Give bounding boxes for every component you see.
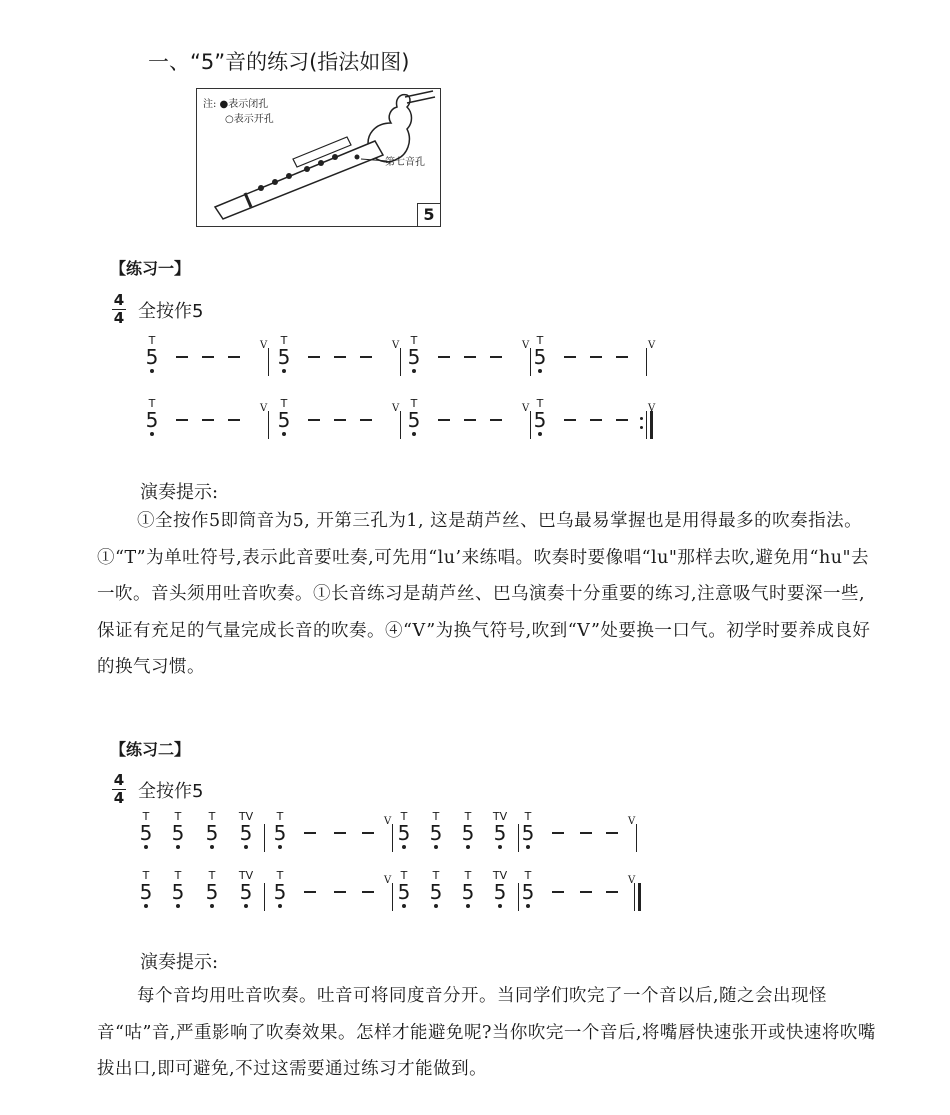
breath-mark: V: [392, 340, 400, 351]
articulation-mark: T: [410, 397, 418, 410]
breath-mark: V: [260, 340, 268, 351]
exercise1-heading: 【练习一】: [110, 259, 191, 278]
articulation-mark: TV: [492, 869, 508, 882]
low-octave-dot: [538, 369, 542, 373]
sustain-dash: [464, 356, 476, 358]
barline: [264, 824, 265, 852]
breath-mark: V: [628, 816, 636, 827]
note-digit: 5: [533, 408, 547, 432]
note: [272, 810, 288, 849]
sustain-dash: [564, 419, 576, 421]
hole-label: 第七音孔: [385, 157, 425, 168]
legend-open: ○表示开孔: [225, 114, 274, 125]
low-octave-dot: [412, 369, 416, 373]
meter-top: 4: [113, 771, 125, 789]
sustain-dash: [606, 832, 618, 834]
note: [460, 810, 476, 849]
breath-mark: V: [384, 875, 392, 886]
exercise1-staff-line1: [140, 334, 680, 384]
barline: [646, 348, 647, 376]
breath-mark: V: [392, 403, 400, 414]
note-digit: 5: [277, 408, 291, 432]
note-digit: 5: [273, 821, 287, 845]
sustain-dash: [590, 419, 602, 421]
exercise2-hint-heading: 演奏提示:: [140, 952, 219, 973]
note-digit: 5: [493, 880, 507, 904]
note: [276, 334, 292, 373]
sustain-dash: [552, 891, 564, 893]
sustain-dash: [202, 419, 214, 421]
note-digit: 5: [461, 880, 475, 904]
exercise1-hint-heading: 演奏提示:: [140, 482, 219, 503]
sustain-dash: [606, 891, 618, 893]
sustain-dash: [438, 356, 450, 358]
articulation-mark: T: [464, 869, 472, 882]
key-box: 5: [417, 203, 440, 226]
note-digit: 5: [521, 880, 535, 904]
articulation-mark: T: [276, 810, 284, 823]
note: [532, 334, 548, 373]
articulation-mark: T: [142, 810, 150, 823]
sustain-dash: [564, 356, 576, 358]
note: [204, 869, 220, 908]
exercise2-time-signature: [112, 773, 126, 806]
articulation-mark: TV: [238, 869, 254, 882]
articulation-mark: T: [432, 869, 440, 882]
sustain-dash: [334, 356, 346, 358]
low-octave-dot: [150, 432, 154, 436]
note-digit: 5: [461, 821, 475, 845]
note-digit: 5: [397, 880, 411, 904]
note: [492, 810, 508, 849]
note: [204, 810, 220, 849]
articulation-mark: T: [536, 334, 544, 347]
articulation-mark: T: [410, 334, 418, 347]
barline: [636, 824, 637, 852]
articulation-mark: T: [276, 869, 284, 882]
breath-mark: V: [648, 340, 656, 351]
sustain-dash: [304, 832, 316, 834]
note-digit: 5: [171, 880, 185, 904]
sustain-dash: [228, 419, 240, 421]
note: [238, 810, 254, 849]
breath-mark: V: [260, 403, 268, 414]
note: [428, 869, 444, 908]
exercise2-hint-body: 每个音均用吐音吹奏。吐音可将同度音分开。当同学们吹完了一个音以后,随之会出现怪音“咕”音,严重影响了吹奏效果。怎样才能避免呢?当你吹完一个音后,将嘴唇快速张开或快速将吹嘴拔出口,即可避免,不过这需要通过练习才能做到。: [97, 986, 876, 1079]
section-title: 一、“5”音的练习(指法如图): [148, 50, 410, 74]
note: [238, 869, 254, 908]
sustain-dash: [334, 891, 346, 893]
articulation-mark: T: [208, 869, 216, 882]
low-octave-dot: [210, 904, 214, 908]
low-octave-dot: [282, 369, 286, 373]
note-digit: 5: [273, 880, 287, 904]
articulation-mark: TV: [492, 810, 508, 823]
barline: [400, 348, 401, 376]
articulation-mark: T: [208, 810, 216, 823]
legend-closed: 注: ●表示闭孔: [203, 99, 269, 110]
exercise2-heading: 【练习二】: [110, 740, 191, 759]
note-digit: 5: [397, 821, 411, 845]
articulation-mark: TV: [238, 810, 254, 823]
low-octave-dot: [402, 904, 406, 908]
note-digit: 5: [407, 345, 421, 369]
barline: [634, 883, 635, 911]
low-octave-dot: [176, 904, 180, 908]
note: [492, 869, 508, 908]
low-octave-dot: [282, 432, 286, 436]
low-octave-dot: [434, 845, 438, 849]
barline: [638, 883, 641, 911]
low-octave-dot: [150, 369, 154, 373]
articulation-mark: T: [536, 397, 544, 410]
sustain-dash: [360, 419, 372, 421]
low-octave-dot: [434, 904, 438, 908]
note-digit: 5: [171, 821, 185, 845]
note: [396, 869, 412, 908]
note-digit: 5: [277, 345, 291, 369]
note-digit: 5: [145, 408, 159, 432]
note: [396, 810, 412, 849]
low-octave-dot: [144, 904, 148, 908]
low-octave-dot: [526, 845, 530, 849]
low-octave-dot: [538, 432, 542, 436]
low-octave-dot: [466, 904, 470, 908]
sustain-dash: [616, 356, 628, 358]
barline: [518, 883, 519, 911]
sustain-dash: [202, 356, 214, 358]
articulation-mark: T: [174, 869, 182, 882]
low-octave-dot: [244, 904, 248, 908]
articulation-mark: T: [524, 810, 532, 823]
barline: [268, 411, 269, 439]
sustain-dash: [334, 832, 346, 834]
note: [276, 397, 292, 436]
exercise1-fingering: 全按作5: [138, 301, 204, 322]
note: [460, 869, 476, 908]
exercise1-staff-line2: [140, 397, 680, 447]
exercise2-hint-text: [97, 978, 877, 1088]
note: [520, 810, 536, 849]
note: [170, 869, 186, 908]
exercise2-fingering: 全按作5: [138, 781, 204, 802]
note-digit: 5: [139, 880, 153, 904]
barline: [392, 883, 393, 911]
exercise2-staff-line1: [140, 810, 680, 860]
breath-mark: V: [522, 340, 530, 351]
note: [144, 397, 160, 436]
low-octave-dot: [402, 845, 406, 849]
note-digit: 5: [139, 821, 153, 845]
sustain-dash: [362, 832, 374, 834]
articulation-mark: T: [400, 869, 408, 882]
note-digit: 5: [145, 345, 159, 369]
low-octave-dot: [412, 432, 416, 436]
articulation-mark: T: [148, 334, 156, 347]
barline: [646, 411, 647, 439]
articulation-mark: T: [280, 397, 288, 410]
barline: [650, 411, 653, 439]
note-digit: 5: [521, 821, 535, 845]
exercise1-hint-body: ①全按作5即筒音为5, 开第三孔为1, 这是葫芦丝、巴乌最易掌握也是用得最多的吹奏指法。①“T”为单吐符号,表示此音要吐奏,可先用“lu’来练唱。吹奏时要像唱“lu"那样去吹,避免用“hu"去一吹。音头须用吐音吹奏。①长音练习是葫芦丝、巴乌演奏十分重要的练习,注意吸气时要深一些,保证有充足的气量完成长音的吹奏。④“V”为换气符号,吹到“V”处要换一口气。初学时要养成良好的换气习惯。: [97, 511, 871, 677]
sustain-dash: [176, 419, 188, 421]
note: [520, 869, 536, 908]
low-octave-dot: [498, 845, 502, 849]
fingering-figure: [196, 88, 441, 227]
note: [428, 810, 444, 849]
barline: [518, 824, 519, 852]
sustain-dash: [490, 356, 502, 358]
sustain-dash: [228, 356, 240, 358]
sustain-dash: [490, 419, 502, 421]
low-octave-dot: [144, 845, 148, 849]
breath-mark: V: [628, 875, 636, 886]
sustain-dash: [176, 356, 188, 358]
note-digit: 5: [239, 880, 253, 904]
low-octave-dot: [210, 845, 214, 849]
note-digit: 5: [205, 880, 219, 904]
sustain-dash: [438, 419, 450, 421]
note: [272, 869, 288, 908]
breath-mark: V: [384, 816, 392, 827]
sustain-dash: [616, 419, 628, 421]
note-digit: 5: [533, 345, 547, 369]
sustain-dash: [308, 356, 320, 358]
breath-mark: V: [522, 403, 530, 414]
sustain-dash: [362, 891, 374, 893]
articulation-mark: T: [280, 334, 288, 347]
low-octave-dot: [278, 845, 282, 849]
note-digit: 5: [429, 821, 443, 845]
low-octave-dot: [466, 845, 470, 849]
articulation-mark: T: [148, 397, 156, 410]
note: [138, 810, 154, 849]
articulation-mark: T: [174, 810, 182, 823]
low-octave-dot: [526, 904, 530, 908]
note-digit: 5: [239, 821, 253, 845]
note-digit: 5: [429, 880, 443, 904]
sustain-dash: [552, 832, 564, 834]
articulation-mark: T: [400, 810, 408, 823]
note: [138, 869, 154, 908]
note: [170, 810, 186, 849]
exercise2-staff-line2: [140, 869, 680, 919]
sustain-dash: [304, 891, 316, 893]
sustain-dash: [360, 356, 372, 358]
note-digit: 5: [407, 408, 421, 432]
note: [532, 397, 548, 436]
articulation-mark: T: [432, 810, 440, 823]
note-digit: 5: [493, 821, 507, 845]
articulation-mark: T: [524, 869, 532, 882]
exercise1-time-signature: [112, 293, 126, 326]
note: [406, 334, 422, 373]
exercise1-hint-text: [97, 503, 877, 686]
meter-top: 4: [113, 291, 125, 309]
meter-bottom: 4: [113, 309, 125, 327]
barline: [530, 411, 531, 439]
low-octave-dot: [278, 904, 282, 908]
meter-bottom: 4: [113, 789, 125, 807]
sustain-dash: [580, 891, 592, 893]
articulation-mark: T: [464, 810, 472, 823]
repeat-dots: [640, 417, 643, 435]
sustain-dash: [590, 356, 602, 358]
barline: [400, 411, 401, 439]
barline: [392, 824, 393, 852]
note: [406, 397, 422, 436]
low-octave-dot: [244, 845, 248, 849]
sustain-dash: [464, 419, 476, 421]
low-octave-dot: [176, 845, 180, 849]
note: [144, 334, 160, 373]
sustain-dash: [308, 419, 320, 421]
low-octave-dot: [498, 904, 502, 908]
barline: [530, 348, 531, 376]
sustain-dash: [580, 832, 592, 834]
note-digit: 5: [205, 821, 219, 845]
breath-mark: V: [648, 403, 656, 414]
barline: [268, 348, 269, 376]
sustain-dash: [334, 419, 346, 421]
articulation-mark: T: [142, 869, 150, 882]
barline: [264, 883, 265, 911]
